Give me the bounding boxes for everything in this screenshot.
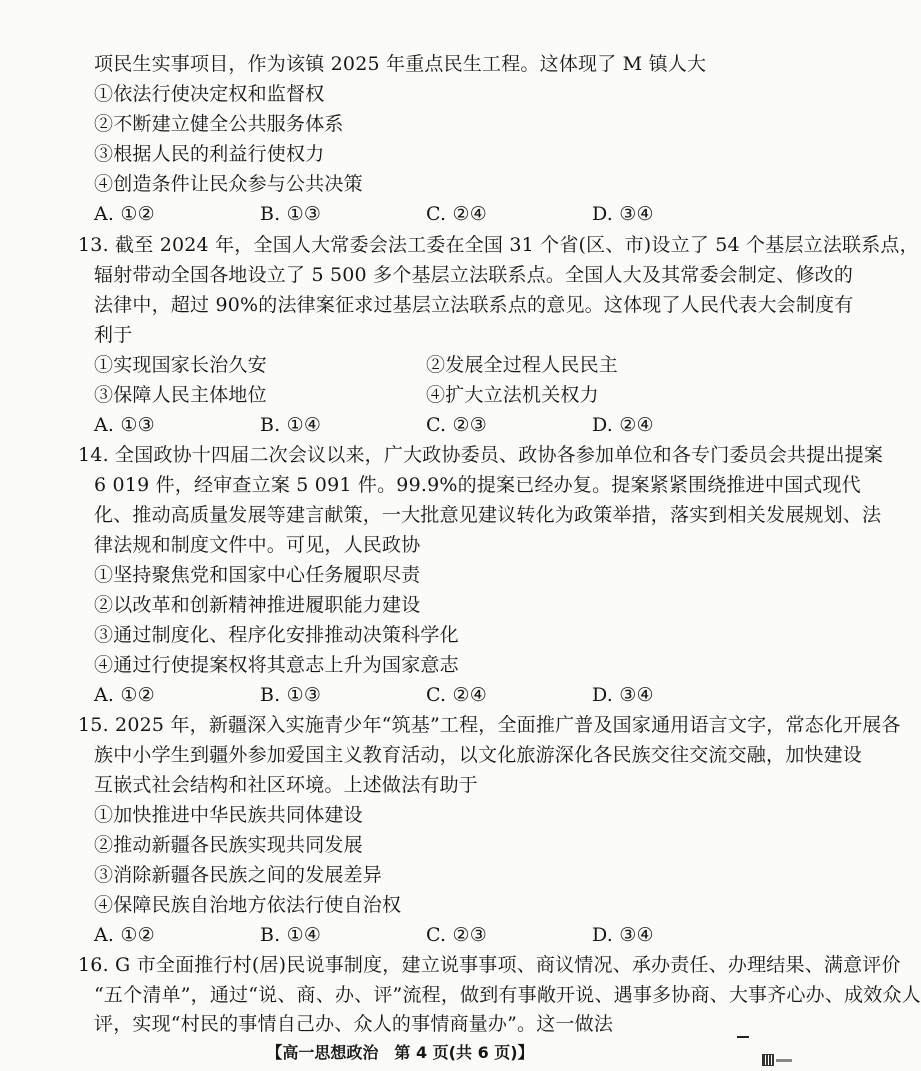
q13-stem-2: 辐射带动全国各地设立了 5 500 多个基层立法联系点。全国人大及其常委会制定、修改的: [94, 264, 854, 286]
q14-stem-4: 律法规和制度文件中。可见，人民政协: [94, 534, 421, 556]
q13-options-row-2: [94, 383, 734, 407]
q14-stem-2: 6 019 件，经审查立案 5 091 件。99.9%的提案已经办复。提案紧紧围绕推进中国式现代: [94, 474, 861, 496]
answer-b: B. ①③: [260, 203, 322, 225]
q14-option-4: ④通过行使提案权将其意志上升为国家意志: [94, 654, 459, 676]
q14-option-3: ③通过制度化、程序化安排推动决策科学化: [94, 624, 459, 646]
answer-a: A. ①②: [94, 924, 155, 946]
q14-stem-3: 化、推动高质量发展等建言献策，一大批意见建议转化为政策举措，落实到相关发展规划、法: [94, 504, 882, 526]
answer-b: B. ①③: [260, 684, 322, 706]
q13-answers: [94, 413, 734, 437]
answer-d: D. ②④: [592, 414, 654, 436]
answer-b: B. ①④: [260, 924, 322, 946]
q13-stem-3: 法律中，超过 90%的法律案征求过基层立法联系点的意见。这体现了人民代表大会制度有: [94, 294, 854, 316]
q12-option-1: ①依法行使决定权和监督权: [94, 83, 325, 105]
answer-d: D. ③④: [592, 924, 654, 946]
q14-stem-1: 14. 全国政协十四届二次会议以来，广大政协委员、政协各参加单位和各专门委员会共提出提案: [78, 444, 884, 466]
q12-option-3: ③根据人民的利益行使权力: [94, 143, 325, 165]
answer-c: C. ②④: [426, 684, 488, 706]
answer-a: A. ①③: [94, 414, 155, 436]
q13-option-2: ②发展全过程人民民主: [426, 354, 619, 376]
watermark-mark: [776, 1059, 792, 1062]
q15-answers: [94, 923, 734, 947]
q12-option-2: ②不断建立健全公共服务体系: [94, 113, 344, 135]
footer-dash: [737, 1036, 749, 1038]
answer-d: D. ③④: [592, 203, 654, 225]
q13-option-4: ④扩大立法机关权力: [426, 384, 599, 406]
q15-stem-3: 互嵌式社会结构和社区环境。上述做法有助于: [94, 774, 479, 796]
q15-stem-2: 族中小学生到疆外参加爱国主义教育活动，以文化旅游深化各民族交往交流交融，加快建设: [94, 744, 863, 766]
q13-options-row-1: [94, 353, 734, 377]
watermark-stamp: [762, 1054, 794, 1066]
q15-option-1: ①加快推进中华民族共同体建设: [94, 804, 363, 826]
answer-d: D. ③④: [592, 684, 654, 706]
q13-stem-1: 13. 截至 2024 年，全国人大常委会法工委在全国 31 个省(区、市)设立了 54 个基层立法联系点，: [78, 234, 919, 256]
q14-option-1: ①坚持聚焦党和国家中心任务履职尽责: [94, 564, 421, 586]
page-footer: 【高一思想政治 第 4 页(共 6 页)】: [266, 1043, 534, 1062]
q12-option-4: ④创造条件让民众参与公共决策: [94, 173, 363, 195]
q13-stem-4: 利于: [94, 324, 133, 346]
q12-stem-tail: 项民生实事项目，作为该镇 2025 年重点民生工程。这体现了 M 镇人大: [94, 53, 707, 75]
answer-b: B. ①④: [260, 414, 322, 436]
answer-a: A. ①②: [94, 684, 155, 706]
q14-answers: [94, 683, 734, 707]
q15-option-4: ④保障民族自治地方依法行使自治权: [94, 894, 402, 916]
q13-option-3: ③保障人民主体地位: [94, 384, 267, 406]
q13-option-1: ①实现国家长治久安: [94, 354, 267, 376]
q16-stem-3: 评，实现“村民的事情自己办、众人的事情商量办”。这一做法: [94, 1013, 614, 1035]
qr-code-icon: [762, 1054, 774, 1066]
q14-option-2: ②以改革和创新精神推进履职能力建设: [94, 594, 421, 616]
q15-option-3: ③消除新疆各民族之间的发展差异: [94, 864, 383, 886]
answer-c: C. ②③: [426, 414, 488, 436]
q12-answers: [94, 202, 734, 226]
q16-stem-1: 16. G 市全面推行村(居)民说事制度，建立说事事项、商议情况、承办责任、办理结果、满意评价: [78, 954, 901, 976]
q15-option-2: ②推动新疆各民族实现共同发展: [94, 834, 363, 856]
answer-a: A. ①②: [94, 203, 155, 225]
q15-stem-1: 15. 2025 年，新疆深入实施青少年“筑基”工程，全面推广普及国家通用语言文字，常态化开展各: [78, 714, 901, 736]
answer-c: C. ②④: [426, 203, 488, 225]
q16-stem-2: “五个清单”，通过“说、商、办、评”流程，做到有事敞开说、遇事多协商、大事齐心办、成效众人: [94, 984, 921, 1006]
answer-c: C. ②③: [426, 924, 488, 946]
